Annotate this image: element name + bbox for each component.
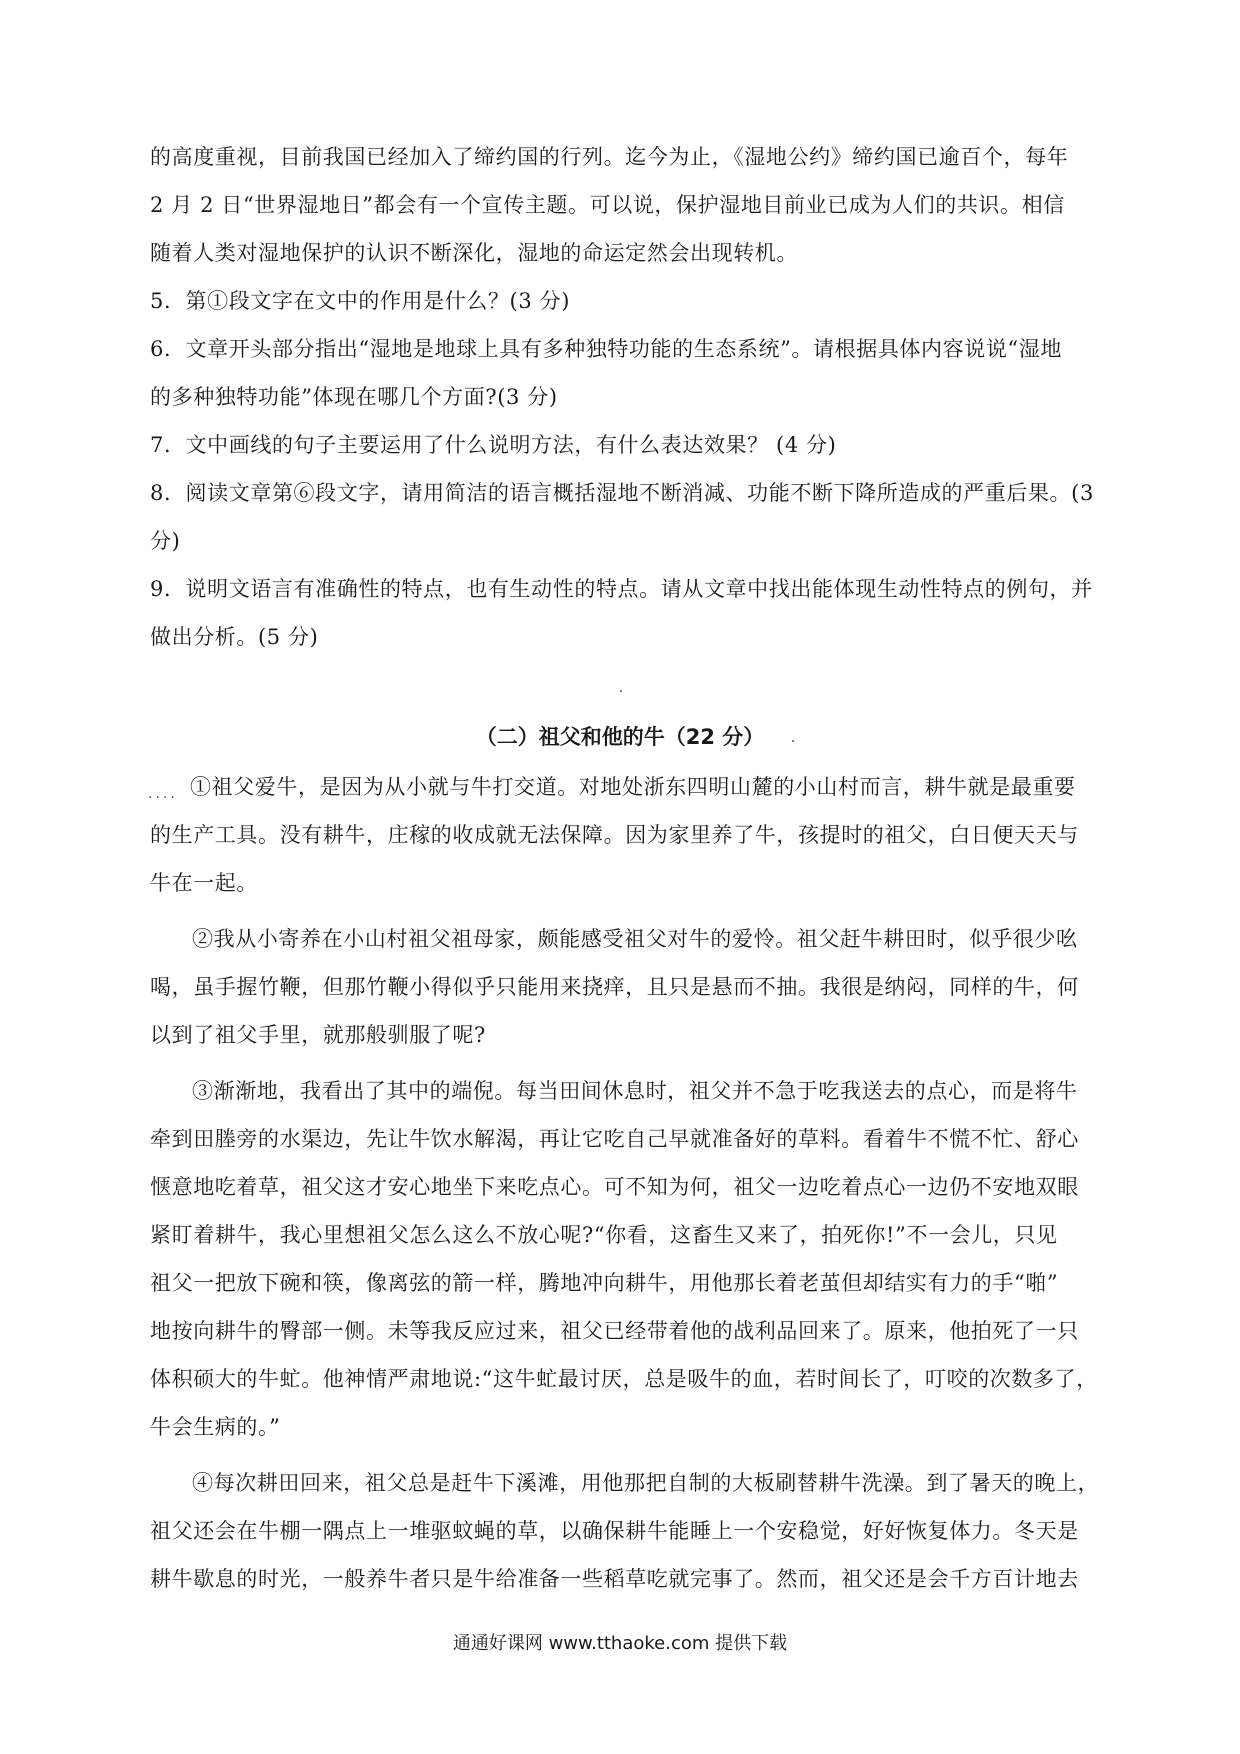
question-8: 8．阅读文章第⑥段文字，请用简洁的语言概括湿地不断消减、功能不断下降所造成的严重后果。(3 [150,481,1094,505]
scan-speck [620,690,622,692]
page-footer: 通通好课网 www.tthaoke.com 提供下载 [452,1633,788,1654]
question-8-cont: 分) [150,529,181,553]
question-9: 9．说明文语言有准确性的特点，也有生动性的特点。请从文章中找出能体现生动性特点的例句，并 [150,577,1093,601]
paragraph-line: 以到了祖父手里，就那般驯服了呢? [150,1023,486,1047]
scan-dots: .... [148,786,178,802]
question-6: 6．文章开头部分指出“湿地是地球上具有多种独特功能的生态系统”。请根据具体内容说说“湿地 [150,337,1062,361]
passage-line: 的高度重视，目前我国已经加入了缔约国的行列。迄今为止，《湿地公约》缔约国已逾百个，每年 [150,145,1069,169]
paragraph-line: 体积硕大的牛虻。他神情严肃地说:“这牛虻最讨厌，总是吸牛的血，若时间长了，叮咬的次数多了， [150,1367,1098,1391]
paragraph-line: 惬意地吃着草，祖父这才安心地坐下来吃点心。可不知为何，祖父一边吃着点心一边仍不安地双眼 [150,1175,1079,1199]
paragraph-line: 祖父还会在牛棚一隅点上一堆驱蚊蝇的草，以确保耕牛能睡上一个安稳觉，好好恢复体力。冬天是 [150,1519,1079,1543]
paragraph-line: ②我从小寄养在小山村祖父祖母家，颇能感受祖父对牛的爱怜。祖父赶牛耕田时，似乎很少吆 [192,927,1078,951]
paragraph-line: 牛在一起。 [150,871,258,895]
paragraph-line: 牵到田塍旁的水渠边，先让牛饮水解渴，再让它吃自己早就准备好的草料。看着牛不慌不忙、舒心 [150,1127,1079,1151]
paragraph-line: ③渐渐地，我看出了其中的端倪。每当田间休息时，祖父并不急于吃我送去的点心，而是将牛 [192,1079,1078,1103]
paragraph-line: 地按向耕牛的臀部一侧。未等我反应过来，祖父已经带着他的战利品回来了。原来，他拍死了一只 [150,1319,1079,1343]
paragraph-line: 的生产工具。没有耕牛，庄稼的收成就无法保障。因为家里养了牛，孩提时的祖父，白日便天天与 [150,823,1079,847]
paragraph-line: ①祖父爱牛，是因为从小就与牛打交道。对地处浙东四明山麓的小山村而言，耕牛就是最重要 [190,775,1076,799]
section-title: （二）祖父和他的牛（22 分） [475,725,765,749]
paragraph-line: 耕牛歇息的时光，一般养牛者只是牛给准备一些稻草吃就完事了。然而，祖父还是会千方百计地去 [150,1567,1079,1591]
scan-speck [792,740,794,742]
paragraph-line: 紧盯着耕牛，我心里想祖父怎么这么不放心呢?“你看，这畜生又来了，拍死你!”不一会儿，只见 [150,1223,1058,1247]
question-6-cont: 的多种独特功能”体现在哪几个方面?(3 分) [150,385,558,409]
passage-line: 2 月 2 日“世界湿地日”都会有一个宣传主题。可以说，保护湿地目前业已成为人们的共识。相信 [150,193,1065,217]
question-5: 5．第①段文字在文中的作用是什么？(3 分) [150,289,570,313]
paragraph-line: 喝，虽手握竹鞭，但那竹鞭小得似乎只能用来挠痒，且只是悬而不抽。我很是纳闷，同样的牛，何 [150,975,1079,999]
paragraph-line: 牛会生病的。” [150,1415,281,1439]
question-9-cont: 做出分析。(5 分) [150,625,319,649]
question-7: 7．文中画线的句子主要运用了什么说明方法，有什么表达效果？ (4 分) [150,433,837,457]
paragraph-line: ④每次耕田回来，祖父总是赶牛下溪滩，用他那把自制的大板刷替耕牛洗澡。到了暑天的晚上， [192,1471,1100,1495]
passage-line: 随着人类对湿地保护的认识不断深化，湿地的命运定然会出现转机。 [150,241,798,265]
paragraph-line: 祖父一把放下碗和筷，像离弦的箭一样，腾地冲向耕牛，用他那长着老茧但却结实有力的手“啪” [150,1271,1059,1295]
